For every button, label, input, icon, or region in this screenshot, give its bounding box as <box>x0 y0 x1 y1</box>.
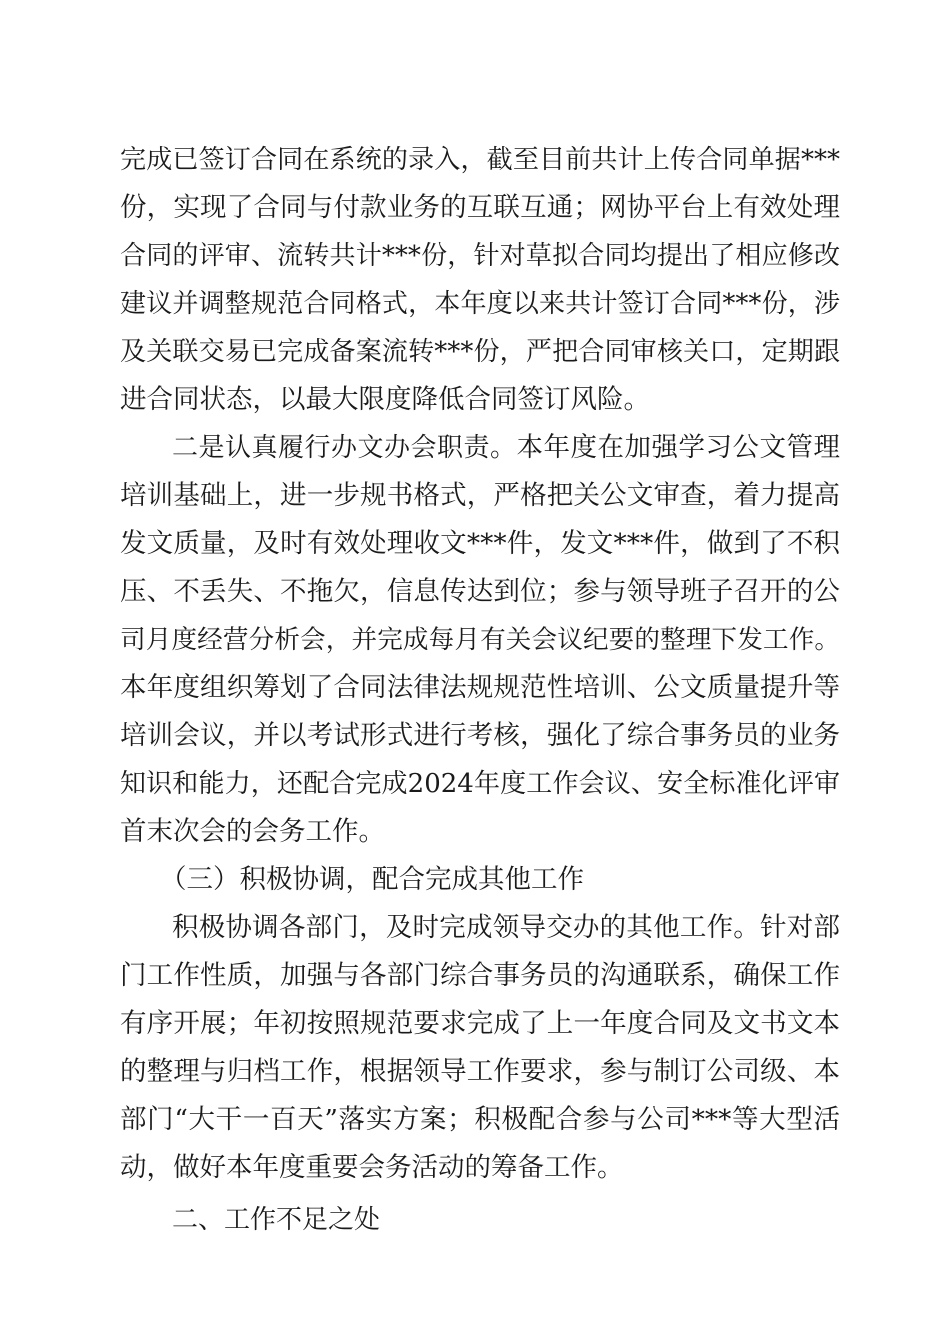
paragraph-3-line-3: 有序开展；年初按照规范要求完成了上一年度合同及文书文本 <box>120 1008 840 1039</box>
paragraph-3-line-1: 积极协调各部门，及时完成领导交办的其他工作。针对部 <box>172 912 840 943</box>
paragraph-2-line-6: 本年度组织筹划了合同法律法规规范性培训、公文质量提升等 <box>120 672 840 703</box>
paragraph-1-line-3: 合同的评审、流转共计***份，针对草拟合同均提出了相应修改 <box>120 241 840 271</box>
paragraph-1-line-4: 建议并调整规范合同格式，本年度以来共计签订合同***份，涉 <box>120 289 840 319</box>
paragraph-1-line-2: 份，实现了合同与付款业务的互联互通；网协平台上有效处理 <box>120 192 840 223</box>
paragraph-3-line-6: 动，做好本年度重要会务活动的筹备工作。 <box>120 1152 624 1183</box>
paragraph-2-first-line-rest: 本年度在加强学习公文管理 <box>516 432 840 463</box>
paragraph-2-line-7: 培训会议，并以考试形式进行考核，强化了综合事务员的业务 <box>120 720 840 751</box>
paragraph-1-line-6: 进合同状态，以最大限度降低合同签订风险。 <box>120 384 650 415</box>
paragraph-2-line-8: 知识和能力，还配合完成2024年度工作会议、安全标准化评审 <box>120 769 840 799</box>
paragraph-1-line-1: 完成已签订合同在系统的录入，截至目前共计上传合同单据*** <box>120 145 840 175</box>
paragraph-2-lead: 二是认真履行办文办会职责。 <box>172 433 517 463</box>
paragraph-2-line-2: 培训基础上，进一步规书格式，严格把关公文审查，着力提高 <box>120 480 840 511</box>
paragraph-3-line-2: 门工作性质，加强与各部门综合事务员的沟通联系，确保工作 <box>120 960 840 991</box>
paragraph-2-line-3: 发文质量，及时有效处理收文***件，发文***件，做到了不积 <box>120 528 840 559</box>
part-2-heading: 二、工作不足之处 <box>172 1205 381 1235</box>
paragraph-2-line-9: 首末次会的会务工作。 <box>120 816 385 847</box>
paragraph-3-line-4: 的整理与归档工作，根据领导工作要求，参与制订公司级、本 <box>120 1056 840 1087</box>
paragraph-1-line-5: 及关联交易已完成备案流转***份，严把合同审核关口，定期跟 <box>120 337 840 367</box>
paragraph-2-line-4: 压、不丢失、不拖欠，信息传达到位；参与领导班子召开的公 <box>120 576 840 607</box>
paragraph-2-line-5: 司月度经营分析会，并完成每月有关会议纪要的整理下发工作。 <box>120 625 840 655</box>
paragraph-2-line-1 <box>172 424 840 472</box>
section-3-heading: （三）积极协调，配合完成其他工作 <box>160 864 584 895</box>
paragraph-3-line-5: 部门“大干一百天”落实方案；积极配合参与公司***等大型活 <box>120 1104 840 1135</box>
